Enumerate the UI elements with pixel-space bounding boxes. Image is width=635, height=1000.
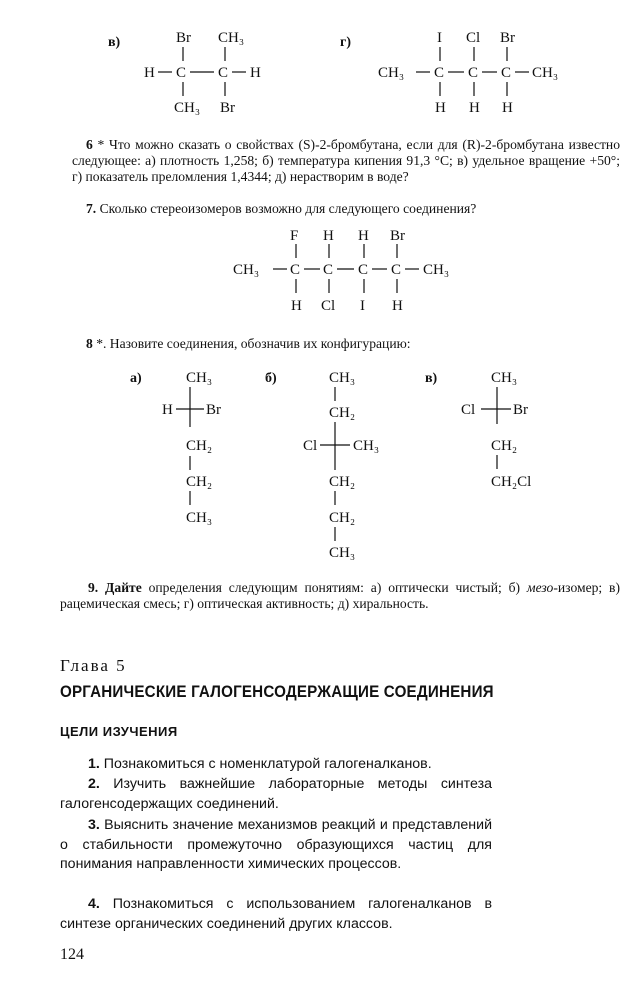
atom: H <box>323 228 334 244</box>
atom: CH₃ <box>491 370 518 386</box>
question-8 <box>72 336 620 352</box>
atom: C <box>434 65 445 81</box>
structure-label: б) <box>265 371 277 386</box>
structure-q7 <box>233 222 473 322</box>
structure-g <box>340 26 580 126</box>
atom: C <box>176 65 187 81</box>
goals-heading: ЦЕЛИ ИЗУЧЕНИЯ <box>60 724 178 739</box>
atom: CH₃ <box>186 370 213 386</box>
goal-number: 2. <box>88 776 100 792</box>
goal-item <box>60 775 492 814</box>
structure-q8c <box>425 362 565 492</box>
atom: H <box>392 298 403 314</box>
question-number: 8 <box>86 336 93 351</box>
question-number: 9. Дайте <box>88 580 142 595</box>
atom: CH₃ <box>532 65 559 81</box>
atom: C <box>218 65 229 81</box>
question-number: 6 <box>86 137 93 152</box>
atom: H <box>162 402 173 418</box>
chapter-title: ОРГАНИЧЕСКИЕ ГАЛОГЕНСОДЕРЖАЩИЕ СОЕДИНЕНИЯ <box>60 683 494 701</box>
goal-number: 3. <box>88 817 100 833</box>
atom: Cl <box>321 298 336 314</box>
atom: Cl <box>461 402 476 418</box>
atom: CH₂ <box>186 474 213 490</box>
atom: Cl <box>303 438 318 454</box>
structure-q8a <box>130 362 250 532</box>
goal-number: 4. <box>88 896 100 912</box>
atom: C <box>290 262 301 278</box>
chapter-heading: Глава 5 <box>60 656 127 675</box>
question-text: -изомер; в) рацемическая смесь; г) оптическая активность; д) хиральность. <box>60 580 620 611</box>
atom: H <box>358 228 369 244</box>
question-text: определения следующим понятиям: а) оптически чистый; б) <box>141 580 527 595</box>
atom: F <box>290 228 299 244</box>
atom: CH₃ <box>233 262 260 278</box>
atom: CH₃ <box>378 65 405 81</box>
question-text: *. Назовите соединения, обозначив их конфигурацию: <box>92 336 411 351</box>
atom: CH₂ <box>329 510 356 526</box>
atom: H <box>435 100 446 116</box>
atom: CH₂Cl <box>491 474 532 490</box>
atom: Cl <box>466 30 481 46</box>
atom: C <box>501 65 512 81</box>
structure-label: в) <box>425 371 438 386</box>
atom: Br <box>220 100 235 116</box>
question-text: * Что можно сказать о свойствах (S)-2-бромбутана, если для (R)-2-бромбутана известно следующее: а) плотность 1,258; б) температура кипения 91,3 °С; в) удельное вращение +50°; г) показатель преломления 1,4344; д) нерастворим в воде? <box>72 137 620 184</box>
question-number: 7. <box>86 201 97 216</box>
atom: H <box>469 100 480 116</box>
atom: Br <box>206 402 221 418</box>
goal-text: Познакомиться с использованием галогеналканов в синтезе органических соединений других классов. <box>60 896 492 932</box>
structure-label: а) <box>130 371 142 386</box>
atom: H <box>291 298 302 314</box>
atom: C <box>468 65 479 81</box>
atom: CH₃ <box>329 545 356 561</box>
structure-v <box>108 26 278 126</box>
question-7 <box>72 201 620 217</box>
atom: CH₃ <box>423 262 450 278</box>
structure-label: в) <box>108 35 121 50</box>
atom: CH₂ <box>491 438 518 454</box>
structure-q8b <box>265 362 405 567</box>
goal-text: Выяснить значение механизмов реакций и представлений о стабильности промежуточно образующихся частиц для понимания направленности химических процессов. <box>60 817 492 872</box>
atom: Br <box>513 402 528 418</box>
question-6 <box>72 137 620 185</box>
atom: I <box>437 30 442 46</box>
goal-item <box>60 895 492 934</box>
atom: CH₃ <box>353 438 380 454</box>
atom: H <box>250 65 261 81</box>
question-text: Сколько стереоизомеров возможно для следующего соединения? <box>96 201 477 216</box>
atom: C <box>323 262 334 278</box>
goal-item <box>60 755 492 775</box>
atom: H <box>144 65 155 81</box>
atom: I <box>360 298 365 314</box>
question-9 <box>60 580 620 612</box>
atom: CH₂ <box>186 438 213 454</box>
goal-text: Познакомиться с номенклатурой галогеналканов. <box>99 756 432 772</box>
atom: Br <box>390 228 405 244</box>
goal-text: Изучить важнейшие лабораторные методы синтеза галогенсодержащих соединений. <box>60 776 492 812</box>
atom: CH₃ <box>186 510 213 526</box>
atom: CH₂ <box>329 405 356 421</box>
atom: CH₃ <box>218 30 245 46</box>
atom: C <box>391 262 402 278</box>
atom: Br <box>176 30 191 46</box>
atom: CH₃ <box>329 370 356 386</box>
goal-number: 1. <box>88 756 100 772</box>
goal-item <box>60 816 492 875</box>
atom: Br <box>500 30 515 46</box>
structure-label: г) <box>340 35 352 50</box>
atom: H <box>502 100 513 116</box>
atom: CH₃ <box>174 100 201 116</box>
page-number: 124 <box>60 946 84 963</box>
atom: CH₂ <box>329 474 356 490</box>
question-italic: мезо <box>526 580 554 595</box>
atom: C <box>358 262 369 278</box>
